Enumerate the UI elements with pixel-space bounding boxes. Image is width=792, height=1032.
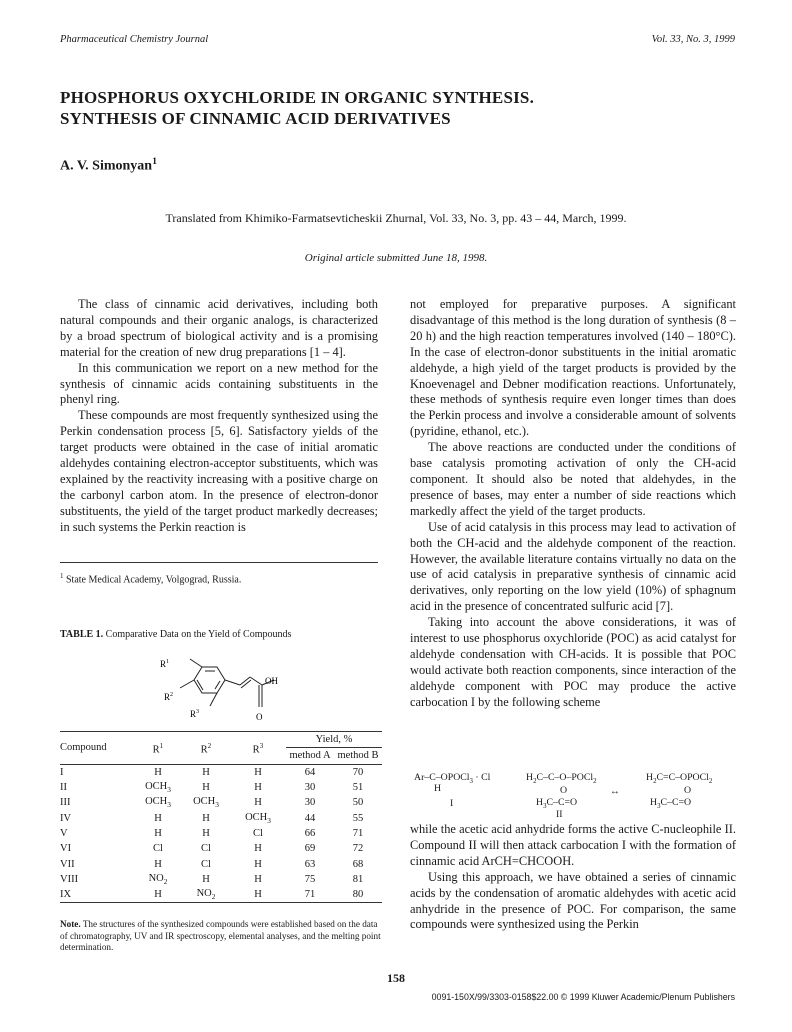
cell-r2: H: [202, 873, 210, 885]
r1-index: 1: [166, 659, 169, 665]
cell-r3: $OCH_3$: [245, 811, 271, 825]
cell-yield-a: 66: [304, 827, 316, 839]
cell-r1: H: [154, 889, 162, 901]
cell-yield-b: 81: [352, 873, 364, 885]
cell-compound: I: [60, 766, 64, 778]
header-r2: $R^2$: [200, 740, 212, 756]
cinnamic-acid-structure: [150, 655, 300, 725]
reaction-scheme: [410, 760, 736, 820]
table-note-text: The structures of the synthesized compounds were established based on the data of chromatography, UV and IR spectroscopy, elemental analyses, and the melting point determination.: [60, 919, 381, 952]
enol-oxygen-2: O: [684, 785, 692, 796]
cell-yield-b: 71: [352, 827, 364, 839]
table-caption-text: Comparative Data on the Yield of Compounds: [105, 629, 292, 640]
paragraph: Use of acid catalysis in this process may lead to activation of both the CH-acid and the aldehyde component of the reaction. However, the available literature contains virtually no data on the use of acid catalysis in preparative synthesis of cinnamic acid derivatives, only reporting on the low yield (10%) of sphagnum acid in the presence of concentrated sulfuric acid [7].: [410, 519, 736, 614]
paragraph: These compounds are most frequently synthesized using the Perkin condensation process [5, 6]. Satisfactory yields of the target products were obtained in the case of initial aromatic aldehydes containing electron-acceptor substituents, which was explained by the reactivity increasing with a positive charge on the carbonyl carbon atom. In the presence of electron-donor substituents, the yield of the target product markedly decreases; in such systems the Perkin reaction is: [60, 408, 378, 534]
cell-yield-a: 30: [304, 782, 316, 794]
author: [60, 156, 157, 175]
cell-yield-a: 69: [304, 843, 316, 855]
oh-label: OH: [265, 676, 278, 686]
cell-compound: IV: [60, 812, 72, 824]
r3-index: 3: [196, 709, 199, 715]
footnote-divider: [60, 562, 378, 563]
carbocation-formula: Ar–C–OPOCl$_3$ · Cl: [414, 772, 491, 785]
cell-r3: H: [254, 843, 262, 855]
cell-r1: H: [154, 766, 162, 778]
cell-r2: Cl: [201, 843, 211, 855]
paragraph: The class of cinnamic acid derivatives, including both natural compounds and their organic analogs, is characterized by a broad spectrum of biological activity and is a promising material for the creation of new drug preparations [1 – 4].: [60, 297, 378, 359]
cell-r1: H: [154, 812, 162, 824]
cell-r2: Cl: [201, 858, 211, 870]
table-row: [60, 810, 382, 825]
header-r3: $R^3$: [252, 740, 264, 756]
cell-r1: H: [154, 827, 162, 839]
header-method-a: method A: [289, 750, 331, 762]
cell-r3: Cl: [253, 827, 263, 839]
cell-r2: H: [202, 782, 210, 794]
submission-date: Original article submitted June 18, 1998.: [304, 252, 488, 264]
cell-compound: IX: [60, 889, 72, 901]
page-number: 158: [387, 971, 405, 985]
cell-r3: H: [254, 858, 262, 870]
table-label: TABLE 1.: [60, 629, 104, 640]
cell-yield-b: 51: [352, 782, 364, 794]
paragraph: while the acetic acid anhydride forms the active C-nucleophile II. Compound II will then attack carbocation I with the formation of cinnamic acid ArCH=CHCOOH.: [410, 822, 736, 868]
table-row: [60, 887, 382, 903]
cell-r2: H: [202, 766, 210, 778]
table-row: [60, 764, 382, 780]
header-r1: $R^1$: [152, 740, 164, 756]
r3-label: R: [190, 709, 197, 719]
author-footnote-mark: 1: [152, 156, 157, 167]
enol-oxygen-1: O: [560, 785, 568, 796]
cell-yield-a: 75: [304, 873, 316, 885]
cell-compound: III: [60, 797, 71, 809]
enol-formula-1: $H_2C-C-O-POCl_2$: [526, 772, 597, 785]
enol-bottom-1: $H_3C-C=O$: [536, 797, 578, 810]
carbonyl-o-label: O: [256, 712, 263, 722]
footnote: [60, 572, 378, 585]
journal-name: Pharmaceutical Chemistry Journal: [60, 34, 209, 45]
cell-r1: Cl: [153, 843, 163, 855]
author-name: A. V. Simonyan: [60, 158, 153, 174]
paragraph: In this communication we report on a new method for the synthesis of cinnamic acids containing substituents in the phenyl ring.: [60, 360, 378, 407]
cell-r2: H: [202, 827, 210, 839]
cell-compound: II: [60, 782, 67, 794]
paper-title: [60, 87, 740, 129]
cell-yield-b: 72: [352, 843, 364, 855]
cell-r1: H: [154, 858, 162, 870]
header-yield: Yield, %: [286, 732, 382, 748]
enol-bottom-2: $H_3C-C=O$: [650, 797, 692, 810]
left-column: [60, 297, 378, 536]
r2-index: 2: [170, 692, 173, 698]
cell-compound: V: [60, 827, 68, 839]
header-method-b: method B: [337, 750, 379, 762]
cell-r1: $OCH_3$: [145, 780, 171, 795]
paragraph: Taking into account the above considerations, it was of interest to use phosphorus oxychloride (POC) as acid catalyst for aldehyde condensation with CH-acids. It is possible that POC would activate both reaction components, since interaction of the aldehyde component with POC may produce the active carbocation I by the following scheme: [410, 615, 736, 709]
table-row: [60, 841, 382, 856]
cell-yield-a: 71: [304, 889, 316, 901]
cell-compound: VIII: [60, 873, 79, 885]
cell-r3: H: [254, 889, 262, 901]
cell-r2: $NO_2$: [196, 888, 216, 902]
footnote-mark: 1: [60, 572, 64, 580]
cell-yield-b: 50: [352, 797, 364, 809]
cell-yield-b: 70: [352, 766, 364, 778]
yield-table: [60, 731, 382, 903]
table-row: [60, 780, 382, 795]
paragraph: not employed for preparative purposes. A significant disadvantage of this method is the long duration of synthesis (8 – 20 h) and the high reaction temperatures involved (140 – 180°C). In the case of electron-donor substituents in the initial aromatic aldehyde, a high yield of the target products is provided by the Knoevenagel and Debner modification reactions. Unfortunately, these methods of synthesis require even longer times than does the Perkin process and involve a considerable amount of solvents (pyridine, ethanol, etc.).: [410, 297, 736, 439]
enol-formula-2: $H_2C=C-OPOCl_2$: [646, 772, 713, 785]
right-column-continued: [410, 822, 736, 933]
cell-yield-a: 30: [304, 797, 316, 809]
compound-label-i: I: [450, 798, 454, 809]
cell-r2: $OCH_3$: [193, 796, 219, 810]
title-line-1: PHOSPHORUS OXYCHLORIDE IN ORGANIC SYNTHESIS.: [60, 88, 535, 107]
cell-yield-b: 55: [352, 812, 364, 824]
cell-r1: $NO_2$: [148, 872, 168, 886]
carbocation-h: H: [434, 783, 442, 794]
cell-compound: VI: [60, 843, 72, 855]
cell-yield-a: 64: [304, 766, 316, 778]
cell-yield-b: 80: [352, 889, 364, 901]
table-body: [60, 764, 382, 903]
volume-info: Vol. 33, No. 3, 1999: [651, 34, 735, 45]
table-note: [60, 919, 382, 954]
cell-yield-a: 63: [304, 858, 316, 870]
cell-r1: $OCH_3$: [145, 796, 171, 810]
r2-label: R: [164, 692, 171, 702]
table-row: [60, 856, 382, 871]
translation-note: Translated from Khimiko-Farmatsevticheskii Zhurnal, Vol. 33, No. 3, pp. 43 – 44, March, 1999.: [165, 211, 627, 225]
table-note-label: Note.: [60, 919, 81, 929]
paragraph: The above reactions are conducted under the conditions of base catalysis promoting activation of only the CH-acid component. It should also be noted that aldehydes, in the presence of bases, may enter a number of side reactions which markedly affect the yield of the target products.: [410, 440, 736, 518]
cell-r2: H: [202, 812, 210, 824]
copyright-line: 0091-150X/99/3303-0158$22.00 © 1999 Kluwer Academic/Plenum Publishers: [431, 992, 735, 1002]
cell-r3: H: [254, 782, 262, 794]
table-row: [60, 826, 382, 841]
footnote-text: State Medical Academy, Volgograd, Russia.: [66, 574, 242, 586]
cell-r3: H: [254, 797, 262, 809]
table-caption: [60, 629, 291, 640]
cell-yield-b: 68: [352, 858, 364, 870]
compound-label-ii: II: [556, 809, 563, 820]
header-compound: Compound: [60, 742, 107, 754]
cell-yield-a: 44: [304, 812, 316, 824]
cell-r3: H: [254, 873, 262, 885]
title-line-2: SYNTHESIS OF CINNAMIC ACID DERIVATIVES: [60, 109, 451, 128]
cell-compound: VII: [60, 858, 75, 870]
table-row: [60, 795, 382, 810]
paragraph: Using this approach, we have obtained a series of cinnamic acids by the condensation of aromatic aldehydes with acetic acid anhydride in the presence of POC. For comparison, the same compounds were synthesized using the Perkin: [410, 869, 736, 932]
cell-r3: H: [254, 766, 262, 778]
right-column: [410, 297, 736, 711]
resonance-arrow: ↔: [610, 786, 620, 797]
r1-label: R: [160, 659, 167, 669]
table-row: [60, 872, 382, 887]
